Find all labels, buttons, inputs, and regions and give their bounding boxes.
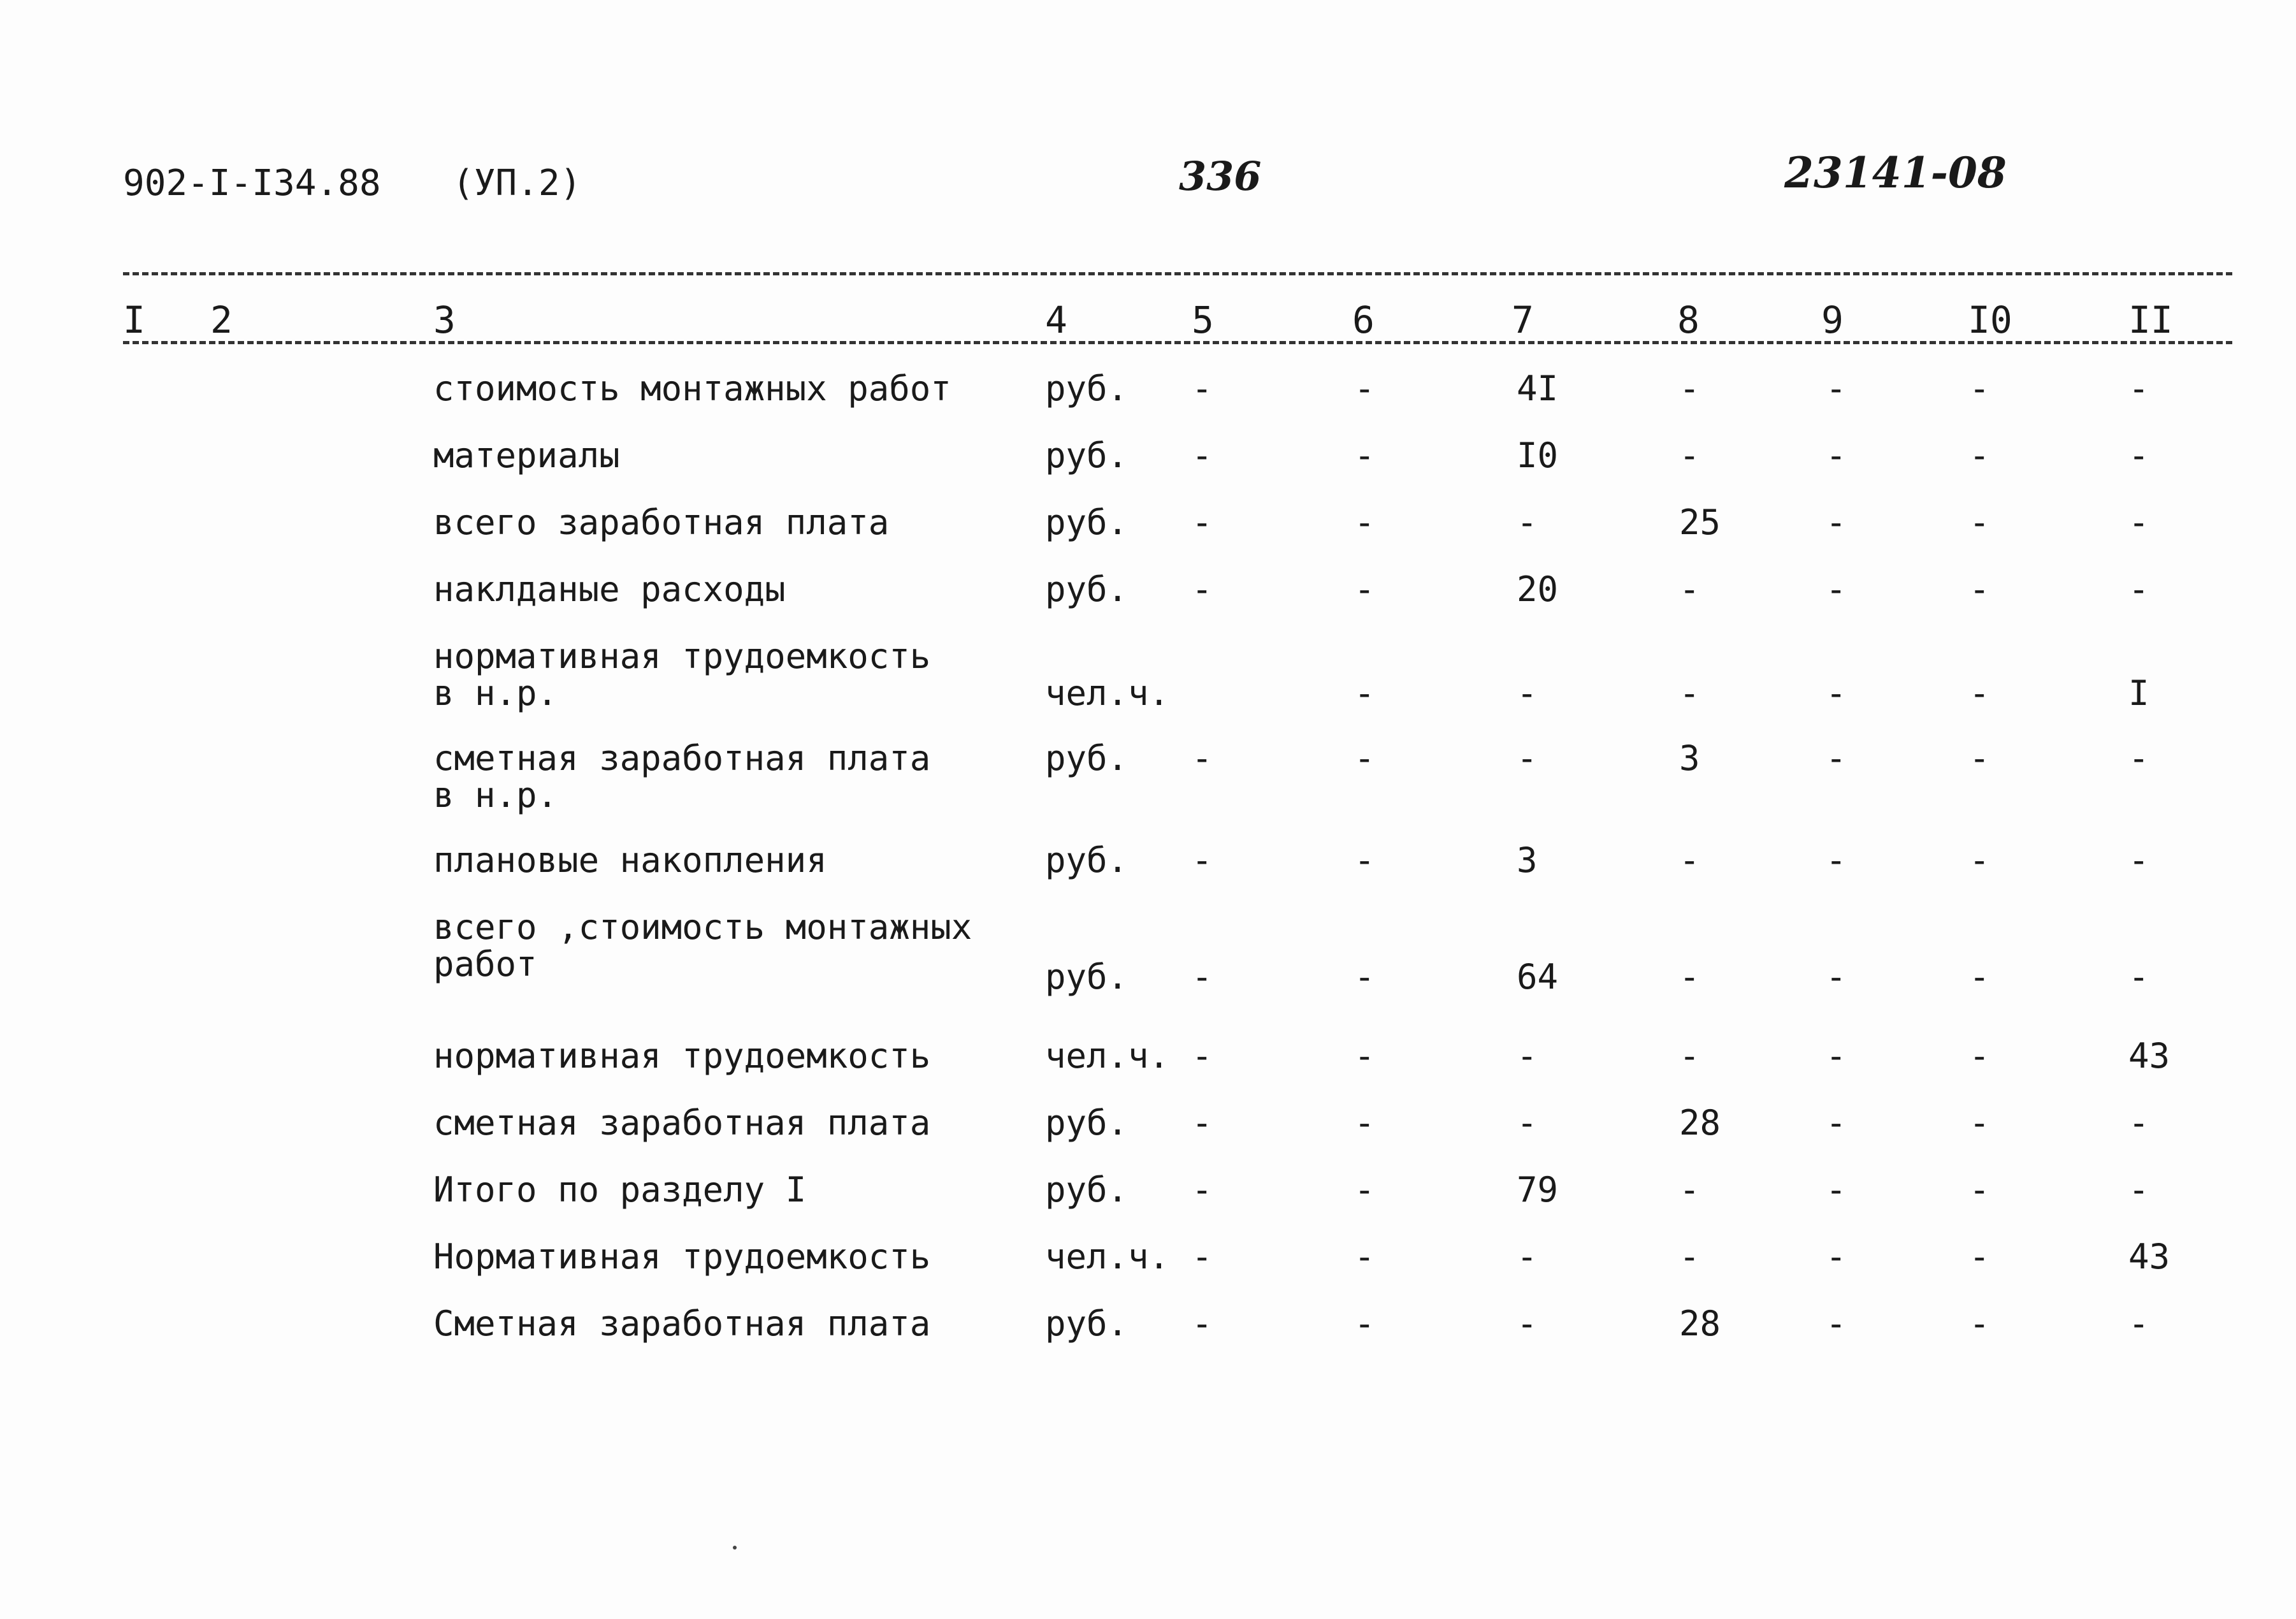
row-value-c6: - — [1354, 957, 1375, 997]
row-unit: чел.ч. — [1045, 1036, 1170, 1076]
row-value-c8: - — [1679, 673, 1700, 713]
row-label: нормативная трудоемкость — [433, 636, 931, 676]
row-value-c5: - — [1192, 502, 1213, 542]
row-unit: руб. — [1045, 502, 1129, 542]
row-value-c10: - — [1969, 840, 1990, 880]
row-value-c6: - — [1354, 1103, 1375, 1143]
row-label: плановые накопления — [433, 840, 827, 880]
row-value-c6: - — [1354, 435, 1375, 476]
column-number-5: 5 — [1192, 298, 1214, 342]
row-unit: руб. — [1045, 1103, 1129, 1143]
column-number-8: 8 — [1677, 298, 1700, 342]
row-value-c6: - — [1354, 738, 1375, 778]
document-code: 902-I-I34.88 — [123, 163, 381, 204]
row-value-c9: - — [1826, 1036, 1847, 1076]
row-value-c10: - — [1969, 368, 1990, 409]
row-value-c11: - — [2128, 957, 2149, 997]
row-value-c6: - — [1354, 840, 1375, 880]
column-number-11: II — [2128, 298, 2173, 342]
column-number-4: 4 — [1045, 298, 1067, 342]
row-value-c10: - — [1969, 1237, 1990, 1277]
row-value-c10: - — [1969, 1103, 1990, 1143]
row-value-c9: - — [1826, 502, 1847, 542]
row-value-c5: - — [1192, 840, 1213, 880]
row-value-c9: - — [1826, 435, 1847, 476]
row-unit: руб. — [1045, 957, 1129, 997]
row-label: сметная заработная плата — [433, 738, 931, 778]
row-value-c10: - — [1969, 738, 1990, 778]
row-value-c9: - — [1826, 569, 1847, 609]
row-value-c6: - — [1354, 1170, 1375, 1210]
row-value-c8: - — [1679, 435, 1700, 476]
row-unit: руб. — [1045, 1170, 1129, 1210]
handwritten-page-number: 336 — [1179, 153, 1262, 200]
row-value-c7: 20 — [1517, 569, 1559, 609]
column-number-9: 9 — [1821, 298, 1844, 342]
row-unit: руб. — [1045, 368, 1129, 409]
row-value-c7: 64 — [1517, 957, 1559, 997]
row-label: стоимость монтажных работ — [433, 368, 951, 409]
row-unit: чел.ч. — [1045, 673, 1170, 713]
row-label: всего ,стоимость монтажных — [433, 907, 972, 947]
row-value-c8: - — [1679, 1036, 1700, 1076]
row-label: всего заработная плата — [433, 502, 890, 542]
row-value-c5: - — [1192, 738, 1213, 778]
row-value-c11: 43 — [2128, 1036, 2170, 1076]
row-unit: руб. — [1045, 435, 1129, 476]
column-number-10: I0 — [1968, 298, 2012, 342]
row-value-c10: - — [1969, 1036, 1990, 1076]
row-value-c8: - — [1679, 368, 1700, 409]
row-value-c6: - — [1354, 1237, 1375, 1277]
row-value-c11: I — [2128, 673, 2149, 713]
row-value-c9: - — [1826, 1170, 1847, 1210]
row-value-c10: - — [1969, 502, 1990, 542]
row-value-c5: - — [1192, 569, 1213, 609]
row-value-c6: - — [1354, 673, 1375, 713]
row-value-c8: - — [1679, 840, 1700, 880]
row-value-c7: I0 — [1517, 435, 1559, 476]
row-value-c11: - — [2128, 435, 2149, 476]
row-value-c5: - — [1192, 1036, 1213, 1076]
column-number-7: 7 — [1512, 298, 1534, 342]
row-value-c6: - — [1354, 368, 1375, 409]
row-label: в н.р. — [433, 673, 558, 713]
row-value-c10: - — [1969, 569, 1990, 609]
row-unit: руб. — [1045, 569, 1129, 609]
row-value-c11: - — [2128, 569, 2149, 609]
row-label: в н.р. — [433, 775, 558, 815]
row-value-c8: - — [1679, 957, 1700, 997]
row-value-c6: - — [1354, 1036, 1375, 1076]
row-value-c9: - — [1826, 673, 1847, 713]
row-value-c10: - — [1969, 1170, 1990, 1210]
row-label: Сметная заработная плата — [433, 1303, 931, 1344]
stray-mark — [733, 1546, 737, 1550]
row-value-c10: - — [1969, 435, 1990, 476]
row-value-c9: - — [1826, 1103, 1847, 1143]
row-value-c11: - — [2128, 502, 2149, 542]
row-value-c7: - — [1517, 1303, 1538, 1344]
row-value-c9: - — [1826, 1237, 1847, 1277]
row-label: Итого по разделу I — [433, 1170, 807, 1210]
row-value-c6: - — [1354, 569, 1375, 609]
handwritten-inventory-number: 23141-08 — [1784, 148, 2007, 198]
row-value-c7: 4I — [1517, 368, 1559, 409]
row-value-c5: - — [1192, 435, 1213, 476]
row-label: сметная заработная плата — [433, 1103, 931, 1143]
row-value-c11: - — [2128, 1103, 2149, 1143]
row-label: Нормативная трудоемкость — [433, 1237, 931, 1277]
table-top-rule — [123, 272, 2232, 275]
row-value-c8: 25 — [1679, 502, 1721, 542]
row-value-c5: - — [1192, 957, 1213, 997]
row-value-c7: 3 — [1517, 840, 1538, 880]
column-number-3: 3 — [433, 298, 456, 342]
row-unit: руб. — [1045, 1303, 1129, 1344]
row-value-c5: - — [1192, 1237, 1213, 1277]
row-value-c8: 3 — [1679, 738, 1700, 778]
row-value-c9: - — [1826, 840, 1847, 880]
row-value-c9: - — [1826, 957, 1847, 997]
row-value-c5: - — [1192, 1303, 1213, 1344]
row-unit: чел.ч. — [1045, 1237, 1170, 1277]
row-value-c9: - — [1826, 738, 1847, 778]
row-value-c7: - — [1517, 1036, 1538, 1076]
row-label: материалы — [433, 435, 620, 476]
row-value-c11: 43 — [2128, 1237, 2170, 1277]
row-value-c5: - — [1192, 368, 1213, 409]
row-value-c7: - — [1517, 1237, 1538, 1277]
row-value-c11: - — [2128, 1170, 2149, 1210]
row-value-c10: - — [1969, 673, 1990, 713]
row-value-c11: - — [2128, 1303, 2149, 1344]
row-value-c7: - — [1517, 673, 1538, 713]
row-value-c5: - — [1192, 1103, 1213, 1143]
row-value-c8: - — [1679, 1237, 1700, 1277]
row-value-c10: - — [1969, 1303, 1990, 1344]
row-unit: руб. — [1045, 738, 1129, 778]
row-value-c11: - — [2128, 840, 2149, 880]
row-value-c8: - — [1679, 1170, 1700, 1210]
row-value-c10: - — [1969, 957, 1990, 997]
row-value-c7: - — [1517, 502, 1538, 542]
row-value-c8: 28 — [1679, 1103, 1721, 1143]
row-value-c9: - — [1826, 1303, 1847, 1344]
row-value-c9: - — [1826, 368, 1847, 409]
row-value-c11: - — [2128, 738, 2149, 778]
row-label: нормативная трудоемкость — [433, 1036, 931, 1076]
row-value-c11: - — [2128, 368, 2149, 409]
row-value-c5: - — [1192, 1170, 1213, 1210]
row-label: работ — [433, 944, 537, 984]
column-number-6: 6 — [1352, 298, 1375, 342]
album-code: (УП.2) — [452, 163, 582, 204]
column-number-1: I — [123, 298, 145, 342]
row-value-c6: - — [1354, 502, 1375, 542]
row-value-c6: - — [1354, 1303, 1375, 1344]
column-header-rule — [123, 341, 2232, 344]
row-value-c7: - — [1517, 1103, 1538, 1143]
row-value-c7: 79 — [1517, 1170, 1559, 1210]
row-value-c7: - — [1517, 738, 1538, 778]
column-number-2: 2 — [210, 298, 233, 342]
row-unit: руб. — [1045, 840, 1129, 880]
row-value-c8: 28 — [1679, 1303, 1721, 1344]
row-label: наклданые расходы — [433, 569, 786, 609]
row-value-c8: - — [1679, 569, 1700, 609]
